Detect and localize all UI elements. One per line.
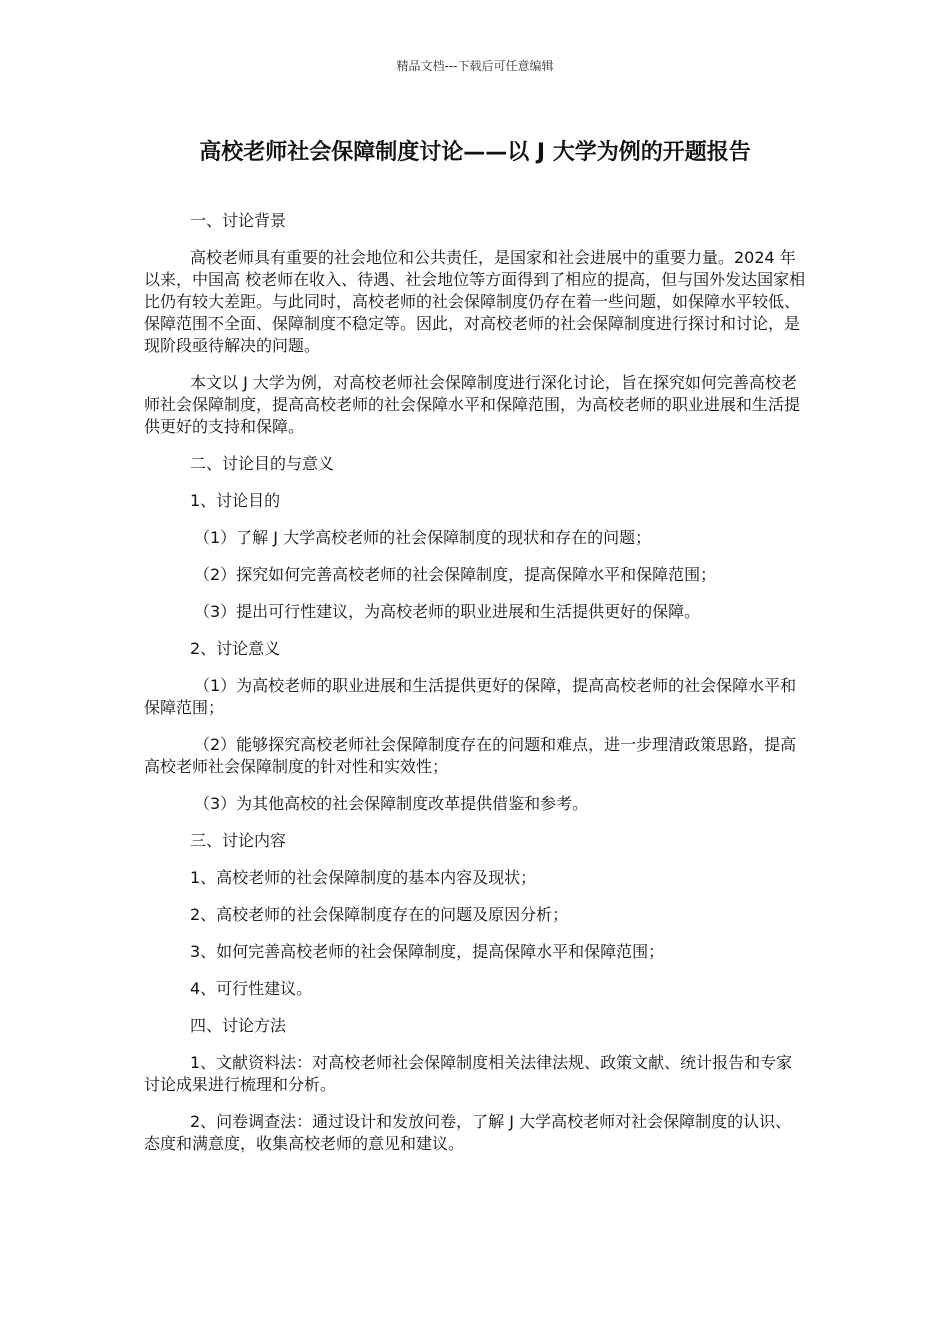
content-item-1: 1、高校老师的社会保障制度的基本内容及现状； (190, 868, 537, 887)
document-title: 高校老师社会保障制度讨论——以 J 大学为例的开题报告 (199, 140, 751, 165)
method-item-1: 1、文献资料法：对高校老师社会保障制度相关法律法规、政策文献、统计报告和专家讨论成果进行梳理和分析。 (144, 1053, 793, 1094)
section-heading-purpose: 二、讨论目的与意义 (190, 454, 335, 473)
section-heading-background: 一、讨论背景 (190, 211, 287, 230)
purpose-item-1: （1）了解 J 大学高校老师的社会保障制度的现状和存在的问题； (194, 528, 652, 547)
method-item-2: 2、问卷调查法：通过设计和发放问卷，了解 J 大学高校老师对社会保障制度的认识、态度和满意度，收集高校老师的意见和建议。 (144, 1112, 792, 1153)
header-note: 精品文档---下载后可任意编辑 (396, 59, 554, 73)
significance-item-3: （3）为其他高校的社会保障制度改革提供借鉴和参考。 (194, 794, 589, 813)
significance-item-2: （2）能够探究高校老师社会保障制度存在的问题和难点，进一步理清政策思路，提高高校老师社会保障制度的针对性和实效性； (144, 735, 797, 776)
section-heading-content: 三、讨论内容 (190, 831, 287, 850)
content-item-2: 2、高校老师的社会保障制度存在的问题及原因分析； (190, 905, 569, 924)
paragraph-background-1: 高校老师具有重要的社会地位和公共责任，是国家和社会进展中的重要力量。2024 年以来，中国高 校老师在收入、待遇、社会地位等方面得到了相应的提高，但与国外发达国家相比仍有较大差距。与此同时，高校老师的社会保障制度仍存在着一些问题，如保障水平较低、保障范围不全面、保障制度不稳定等。因此，对高校老师的社会保障制度进行探讨和讨论，是现阶段亟待解决的问题。 (144, 248, 806, 355)
content-item-3: 3、如何完善高校老师的社会保障制度，提高保障水平和保障范围； (190, 942, 665, 961)
purpose-item-3: （3）提出可行性建议，为高校老师的职业进展和生活提供更好的保障。 (194, 602, 701, 621)
subheading-purpose: 1、讨论目的 (190, 491, 281, 510)
section-heading-method: 四、讨论方法 (190, 1016, 287, 1035)
purpose-item-2: （2）探究如何完善高校老师的社会保障制度，提高保障水平和保障范围； (194, 565, 717, 584)
document-body (144, 210, 806, 1170)
paragraph-background-2: 本文以 J 大学为例，对高校老师社会保障制度进行深化讨论，旨在探究如何完善高校老师社会保障制度，提高高校老师的社会保障水平和保障范围，为高校老师的职业进展和生活提供更好的支持和保障。 (144, 373, 801, 436)
significance-item-1: （1）为高校老师的职业进展和生活提供更好的保障，提高高校老师的社会保障水平和保障范围； (144, 676, 797, 717)
content-item-4: 4、可行性建议。 (190, 979, 313, 998)
subheading-significance: 2、讨论意义 (190, 639, 281, 658)
